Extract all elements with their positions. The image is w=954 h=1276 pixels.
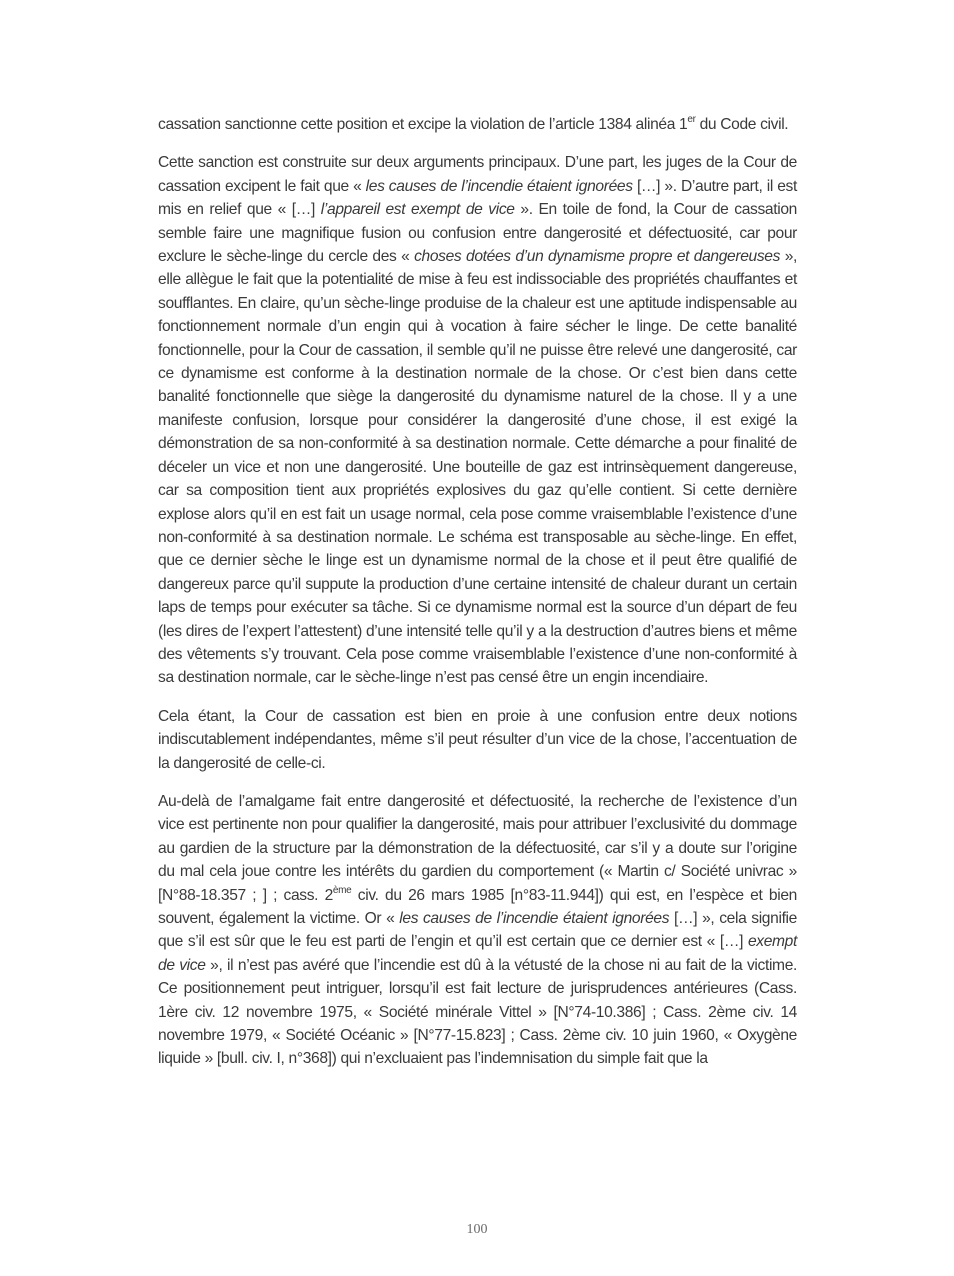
text-run: », il n’est pas avéré que l’incendie est dû à la vétusté de la chose ni au fait de la victime. Ce positionnement peut intriguer, lorsqu’il est fait lecture de jurisprudences antérieures (Cass. 1ère civ. 12 novembre 1975, « Société minérale Vittel » [N°74-10.386] ; Cass. 2ème civ. 14 novembre 1979, « Société Océanic » [N°77-15.823] ; Cass. 2ème civ. 10 juin 1960, « Oxygène liquide » [bull. civ. I, n°368]) qui n’excluaient pas l’indemnisation du simple fait que la xyxy=(158,956,797,1068)
quote-italic: choses dotées d’un dynamisme propre et dangereuses xyxy=(414,248,781,266)
text-run: […] », cela signifie que s’il est sûr que le feu est parti de l’engin et qu’il est certain que ce dernier est « […] xyxy=(158,910,797,951)
text-run: civ. du 26 mars 1985 [n°83-11.944]) qui est, en l’espèce et bien souvent, également la victime. Or « xyxy=(158,886,797,927)
text-run: cassation sanctionne cette position et excipe la violation de l’article 1384 alinéa 1 xyxy=(158,116,688,133)
quote-italic: l’appareil est exempt de vice xyxy=(320,201,515,219)
quote-italic: les causes de l’incendie étaient ignorées xyxy=(399,910,670,927)
ordinal-superscript: er xyxy=(687,114,696,125)
text-run: Cela étant, la Cour de cassation est bien en proie à une confusion entre deux notions indiscutablement indépendantes, même s’il peut résulter d’un vice de la chose, l’accentuation de la dangerosité de celle-ci. xyxy=(158,707,797,772)
page-number: 100 xyxy=(466,1222,488,1237)
paragraph xyxy=(158,151,797,689)
text-run: », elle allègue le fait que la potentialité de mise à feu est indissociable des propriétés chauffantes et soufflantes. En claire, qu’un sèche-linge produise de la chaleur est une aptitude indispensable au fonctionnement normale d’un engin qui à vocation à faire sécher le linge. De cette banalité fonctionnelle, pour la Cour de cassation, il semble qu’il ne puisse être relevé une dangerosité, car ce dynamisme est conforme à la destination normale de la chose. Or c’est bien dans cette banalité fonctionnelle que siège la dangerosité du dynamisme naturel de la chose. Il y a une manifeste confusion, lorsque pour considérer la dangerosité d’une chose, il est exigé la démonstration de sa non-conformité à sa destination normale. Cette démarche a pour finalité de déceler un vice et non une dangerosité. Une bouteille de gaz est intrinsèquement dangereuse, car sa composition tient aux propriétés explosives du gaz qu’elle contient. Si cette dernière explose alors qu’il en est fait un usage normal, cela pose comme vraisemblable l’existence d’une non-conformité à sa destination normale. Le schéma est transposable au sèche-linge. En effet, que ce dernier sèche le linge est un dynamisme normal de la chose et il peut être qualifié de dangereux parce qu’il suppute la production d’une certaine intensité de chaleur durant un certain laps de temps pour exécuter sa tâche. Si ce dynamisme normal est la source d’un départ de feu (les dires de l’expert l’attestent) d’une intensité telle qu’il y a la destruction d’autres biens et même des vêtements s’y trouvant. Cela pose comme vraisemblable l’existence d’une non-conformité à sa destination normale, car le sèche-linge n’est pas censé être un engin incendiaire. xyxy=(158,248,798,687)
paragraph xyxy=(158,113,797,136)
paragraph xyxy=(158,790,797,1071)
quote-italic: les causes de l’incendie étaient ignorées xyxy=(365,177,633,195)
ordinal-superscript: ème xyxy=(332,884,352,896)
text-run: Au-delà de l’amalgame fait entre dangerosité et défectuosité, la recherche de l’existence d’un vice est pertinente non pour qualifier la dangerosité, mais pour attribuer l’exclusivité du dommage au gardien de la structure par la démonstration de la défectuosité, car s’il y a doute sur l’origine du mal cela joue contre les intérêts du gardien du comportement (« Martin c/ Société univrac » [N°88-18.357 ; ] ; cass. 2 xyxy=(158,792,797,904)
paragraph xyxy=(158,705,797,775)
text-run: Cette sanction est construite sur deux arguments principaux. D’une part, les juges de la Cour de cassation excipent le fait que « xyxy=(158,154,797,195)
text-run: ». En toile de fond, la Cour de cassation semble faire une magnifique fusion ou confusion entre dangerosité et défectuosité, car pour exclure le sèche-linge du cercle des « xyxy=(158,201,797,266)
text-run: […] ». D’autre part, il est mis en relief que « […] xyxy=(158,177,797,219)
document-page xyxy=(158,113,797,1086)
text-run: du Code civil. xyxy=(695,116,789,133)
quote-italic: exempt de vice xyxy=(158,933,797,974)
